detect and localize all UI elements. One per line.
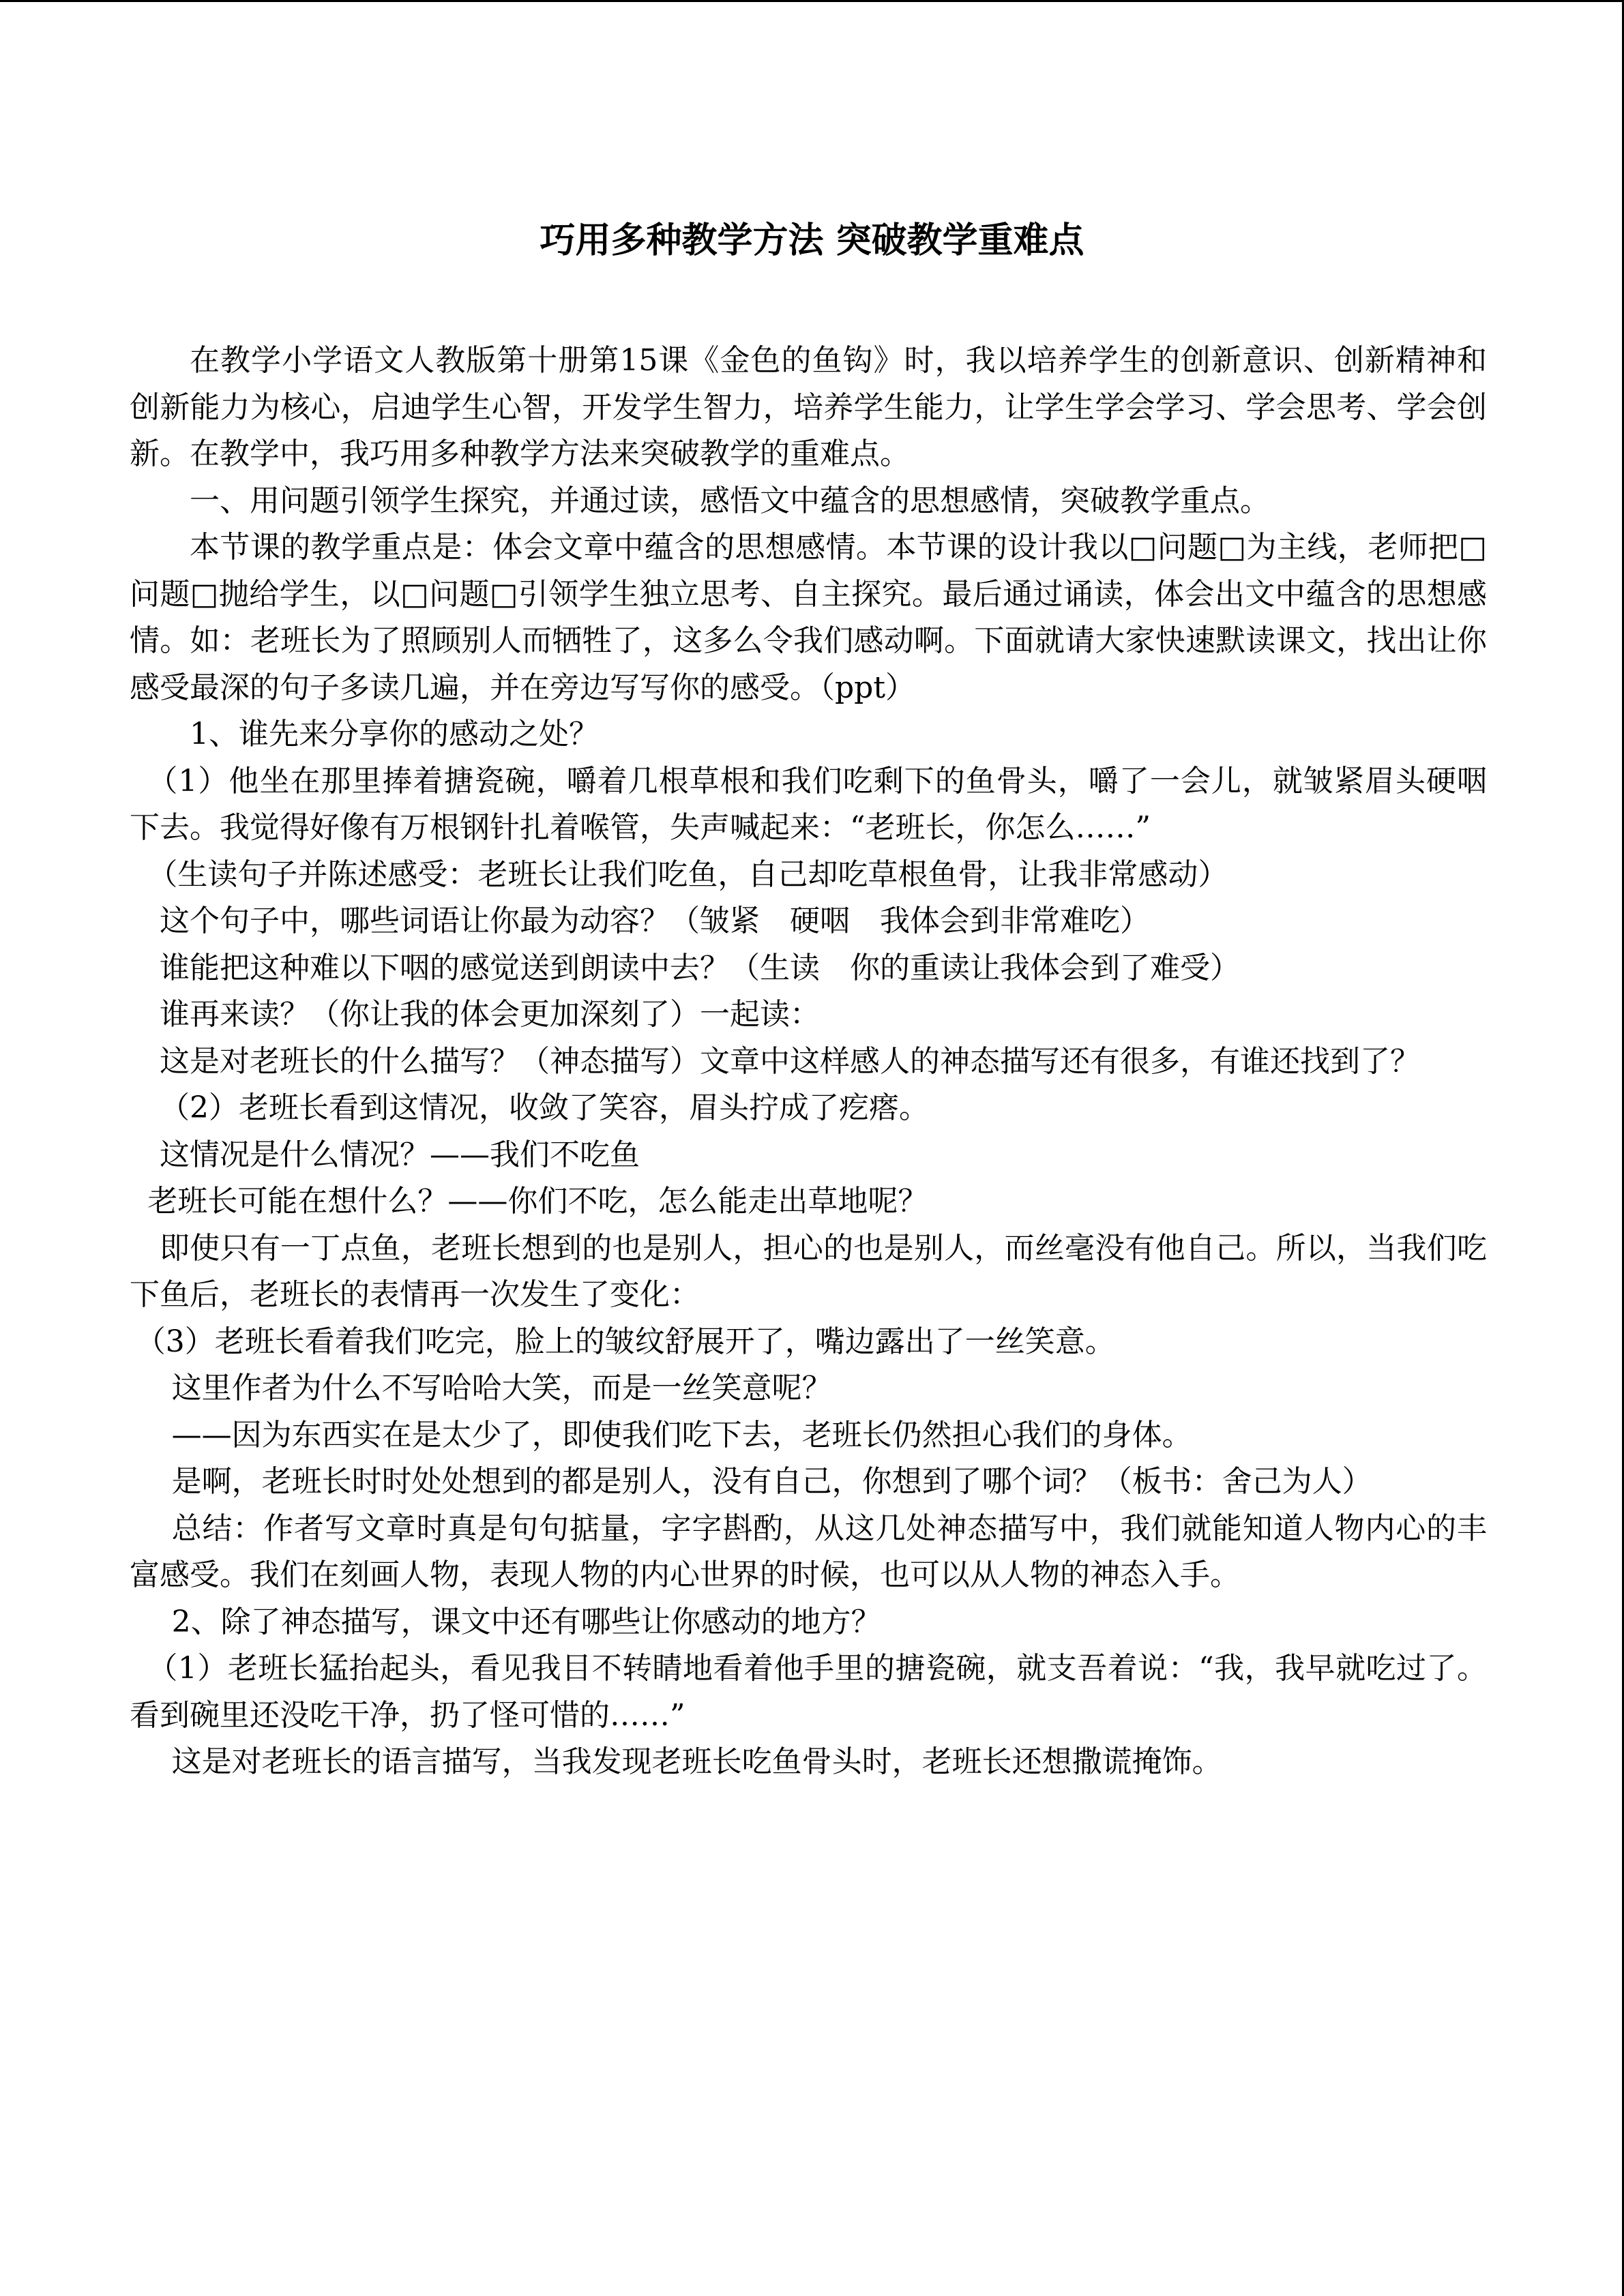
paragraph: 2、除了神态描写，课文中还有哪些让你感动的地方？	[171, 1604, 881, 1639]
paragraph: 总结：作者写文章时真是句句掂量，字字斟酌，从这几处神态描写中，我们就能知道人物内心的丰富感受。我们在刻画人物，表现人物的内心世界的时候，也可以从人物的神态入手。	[130, 1510, 1487, 1592]
paragraph: 1、谁先来分享你的感动之处？	[190, 717, 599, 751]
paragraph: （生读句子并陈述感受：老班长让我们吃鱼，自己却吃草根鱼骨，让我非常感动）	[147, 856, 1228, 892]
paragraph: 在教学小学语文人教版第十册第15课《金色的鱼钩》时，我以培养学生的创新意识、创新精神和创新能力为核心，启迪学生心智，开发学生智力，培养学生能力，让学生学会学习、学会思考、学会创新。在教学中，我巧用多种教学方法来突破教学的重难点。	[130, 343, 1487, 471]
document-body	[130, 338, 1487, 1786]
paragraph: （3）老班长看着我们吃完，脸上的皱纹舒展开了，嘴边露出了一丝笑意。	[135, 1324, 1115, 1359]
paragraph: 这情况是什么情况？——我们不吃鱼	[160, 1137, 640, 1172]
paragraph: ——因为东西实在是太少了，即使我们吃下去，老班长仍然担心我们的身体。	[171, 1417, 1192, 1452]
paragraph: 即使只有一丁点鱼，老班长想到的也是别人，担心的也是别人，而丝毫没有他自己。所以，当我们吃下鱼后，老班长的表情再一次发生了变化：	[130, 1230, 1487, 1312]
paragraph: 谁能把这种难以下咽的感觉送到朗读中去？（生读 你的重读让我体会到了难受）	[160, 950, 1240, 985]
paragraph: 这是对老班长的什么描写？（神态描写）文章中这样感人的神态描写还有很多，有谁还找到了？	[160, 1043, 1420, 1079]
paragraph: （1）他坐在那里捧着搪瓷碗，嚼着几根草根和我们吃剩下的鱼骨头，嚼了一会儿，就皱紧眉头硬咽下去。我觉得好像有万根钢针扎着喉管，失声喊起来：“老班长，你怎么……”	[130, 763, 1487, 845]
paragraph: 老班长可能在想什么？——你们不吃，怎么能走出草地呢？	[147, 1184, 928, 1219]
paragraph: （1）老班长猛抬起头，看见我目不转睛地看着他手里的搪瓷碗，就支吾着说：“我，我早就吃过了。看到碗里还没吃干净，扔了怪可惜的……”	[130, 1651, 1487, 1733]
paragraph: 本节课的教学重点是：体会文章中蕴含的思想感情。本节课的设计我以□问题□为主线，老师把□问题□抛给学生，以□问题□引领学生独立思考、自主探究。最后通过诵读，体会出文中蕴含的思想感情。如：老班长为了照顾别人而牺牲了，这多么令我们感动啊。下面就请大家快速默读课文，找出让你感受最深的句子多读几遍，并在旁边写写你的感受。（ppt）	[130, 530, 1487, 705]
paragraph: 这个句子中，哪些词语让你最为动容？（皱紧 硬咽 我体会到非常难吃）	[160, 904, 1150, 938]
paragraph: 一、用问题引领学生探究，并通过读，感悟文中蕴含的思想感情，突破教学重点。	[190, 483, 1270, 518]
paragraph: 是啊，老班长时时处处想到的都是别人，没有自己，你想到了哪个词？（板书：舍己为人）	[171, 1464, 1372, 1499]
paragraph: 谁再来读？（你让我的体会更加深刻了）一起读：	[160, 997, 820, 1032]
paragraph: 这里作者为什么不写哈哈大笑，而是一丝笑意呢？	[171, 1371, 832, 1405]
paragraph: 这是对老班长的语言描写，当我发现老班长吃鱼骨头时，老班长还想撒谎掩饰。	[171, 1744, 1222, 1779]
document-title: 巧用多种教学方法 突破教学重难点	[540, 220, 1084, 261]
paragraph: （2）老班长看到这情况，收敛了笑容，眉头拧成了疙瘩。	[160, 1090, 929, 1125]
